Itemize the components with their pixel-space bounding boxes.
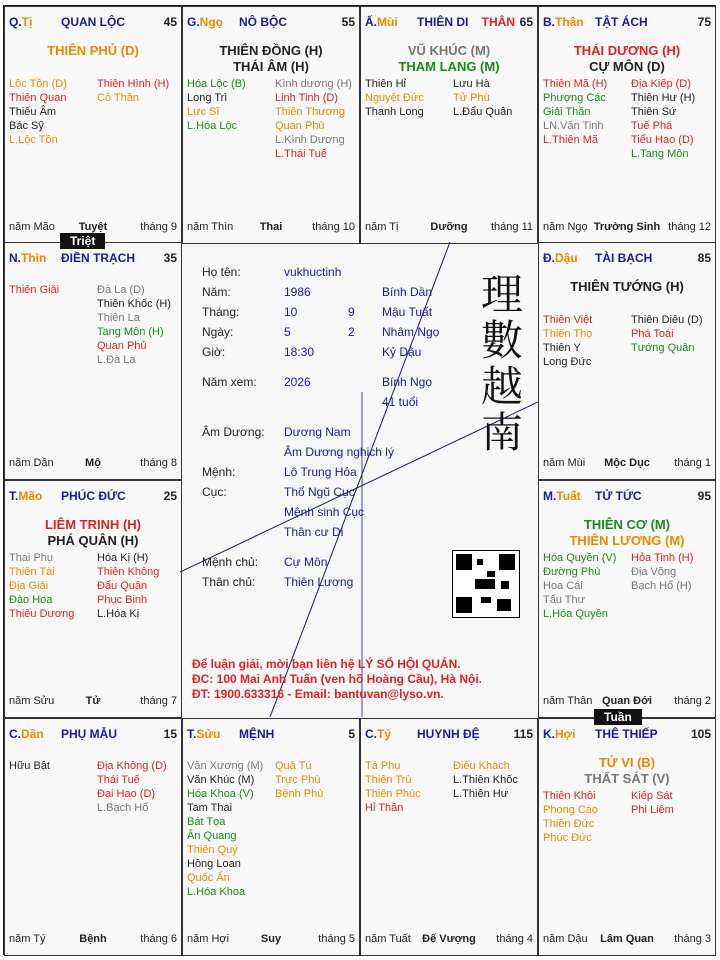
major-stars xyxy=(539,279,715,295)
life-stage: Mộ xyxy=(85,457,101,469)
minor-star: Hỉ Thần xyxy=(365,802,404,814)
major-stars xyxy=(539,517,715,549)
palace-age: 15 xyxy=(163,727,177,741)
palace-header: Ấ.Mùi THIÊN DI THÂN 65 xyxy=(365,15,533,29)
major-star: THIÊN ĐỒNG (H) xyxy=(219,43,323,58)
month-label: tháng 3 xyxy=(674,933,711,945)
palace-cell xyxy=(4,480,182,718)
minor-star: Nguyệt Đức xyxy=(365,92,424,104)
minor-star: Thiên Việt xyxy=(543,314,593,326)
minor-star: Phi Liêm xyxy=(631,804,674,816)
palace-header: M.Tuất TỬ TỨC 95 xyxy=(543,489,711,503)
can-chi: T. xyxy=(187,727,197,741)
minor-star: Văn Xương (M) xyxy=(187,760,264,772)
minor-star: L.Đẩu Quân xyxy=(453,106,513,118)
minor-star: Long Đức xyxy=(543,356,592,368)
palace-name: TỬ TỨC xyxy=(595,489,642,503)
minor-star: Kiếp Sát xyxy=(631,790,673,802)
palace-header: T.Mão PHÚC ĐỨC 25 xyxy=(9,489,177,503)
palace-cell xyxy=(4,6,182,244)
major-stars xyxy=(5,43,181,59)
major-star: THIÊN TƯỚNG (H) xyxy=(570,279,684,294)
contact-info: Để luận giải, mời bạn liên hệ LÝ SỐ HỘI QUÁN. ĐC: 100 Mai Anh Tuấn (ven hồ Hoàng Cầu), Hà Nội. ĐT: 1900.633316 - Email: bantuvan@lyso.vn. xyxy=(192,657,483,701)
minor-star: Địa Võng xyxy=(631,566,677,578)
minor-star: L.Thiên Mã xyxy=(543,134,599,146)
than-marker: THÂN xyxy=(481,15,515,29)
minor-star: Điếu Khách xyxy=(453,760,510,772)
minor-star: Thiên Hư (H) xyxy=(631,92,696,104)
palace-header: N.Thìn ĐIỀN TRẠCH 35 xyxy=(9,251,177,265)
minor-star: Phượng Các xyxy=(543,92,606,104)
minor-star: Văn Khúc (M) xyxy=(187,774,255,786)
minor-star: Hóa Kị (H) xyxy=(97,552,149,564)
minor-star: Tam Thai xyxy=(187,802,233,814)
minor-star: Đào Hoa xyxy=(9,594,53,606)
minor-star: L.Hóa Lộc xyxy=(187,120,238,132)
month-label: tháng 2 xyxy=(674,695,711,707)
minor-star: Cô Thần xyxy=(97,92,139,104)
minor-star: Ân Quang xyxy=(187,830,237,842)
palace-cell xyxy=(182,6,360,244)
life-stage: Trường Sinh xyxy=(593,221,661,233)
minor-star: L.Thiên Khốc xyxy=(453,774,518,786)
palace-name: THIÊN DI xyxy=(417,15,469,29)
minor-star: Thiên Quý xyxy=(187,844,238,856)
palace-name: NÔ BỘC xyxy=(239,15,287,29)
minor-star: Địa Kiếp (D) xyxy=(631,78,691,90)
minor-star: Địa Giải xyxy=(9,580,49,592)
minor-star: L.Thái Tuế xyxy=(275,148,327,160)
minor-star: L.Bạch Hổ xyxy=(97,802,149,814)
life-stage: Bệnh xyxy=(79,933,107,945)
can-chi: B. xyxy=(543,15,555,29)
year-label: năm Hợi xyxy=(187,933,230,945)
month-label: tháng 5 xyxy=(318,933,355,945)
can-chi: N. xyxy=(9,251,21,265)
minor-star: L.Đà La xyxy=(97,354,136,366)
minor-star: Lực Sĩ xyxy=(187,106,220,118)
palace-cell xyxy=(538,718,716,956)
tuan-tag: Tuần xyxy=(594,709,642,725)
minor-star: Thiên Quan xyxy=(9,92,67,104)
minor-star: Thái Tuế xyxy=(97,774,140,786)
month-label: tháng 7 xyxy=(140,695,177,707)
palace-age: 25 xyxy=(163,489,177,503)
year-label: năm Tuất xyxy=(365,933,411,945)
major-stars xyxy=(183,43,359,75)
life-stage: Thai xyxy=(259,221,283,233)
palace-age: 85 xyxy=(697,251,711,265)
major-star: THAM LANG (M) xyxy=(398,59,500,74)
life-stage: Tử xyxy=(85,695,101,707)
minor-star: Địa Không (D) xyxy=(97,760,167,772)
minor-star: Hóa Lộc (B) xyxy=(187,78,246,90)
palace-name: ĐIỀN TRẠCH xyxy=(61,251,135,265)
minor-star: Phá Toái xyxy=(631,328,674,340)
palace-header: Q.Tị QUAN LỘC 45 xyxy=(9,15,177,29)
minor-star: Thiên Không xyxy=(97,566,160,578)
palace-cell xyxy=(182,718,360,956)
major-star: THIÊN PHỦ (D) xyxy=(47,43,139,58)
minor-star: Tử Phù xyxy=(453,92,490,104)
palace-name: MỆNH xyxy=(239,727,275,741)
triet-tag: Triệt xyxy=(60,233,105,249)
minor-star: Thiên Y xyxy=(543,342,581,354)
minor-star: LN.Văn Tinh xyxy=(543,120,604,132)
life-stage: Quan Đới xyxy=(602,695,652,707)
can-chi: Đ. xyxy=(543,251,555,265)
minor-star: Kình dương (H) xyxy=(275,78,352,90)
minor-star: Hỏa Tinh (H) xyxy=(631,552,694,564)
minor-star: Linh Tinh (D) xyxy=(275,92,338,104)
minor-star: Thiên Sứ xyxy=(631,106,677,118)
major-stars xyxy=(361,43,537,75)
minor-star: Hoa Cái xyxy=(543,580,583,592)
qr-code[interactable] xyxy=(452,550,520,618)
minor-star: Đường Phù xyxy=(543,566,601,578)
month-label: tháng 9 xyxy=(140,221,177,233)
palace-cell xyxy=(4,718,182,956)
minor-star: Lộc Tồn (D) xyxy=(9,78,67,90)
palace-header: B.Thân TẬT ÁCH 75 xyxy=(543,15,711,29)
major-star: LIÊM TRINH (H) xyxy=(44,517,142,532)
minor-star: Thiếu Âm xyxy=(9,106,57,118)
palace-age: 5 xyxy=(348,727,355,741)
minor-star: Quốc Ấn xyxy=(187,872,230,884)
life-stage: Suy xyxy=(260,933,282,945)
minor-star: Hồng Loan xyxy=(187,858,241,870)
minor-star: Thiên Khôi xyxy=(543,790,596,802)
center-info-panel xyxy=(180,242,538,717)
minor-star: Hóa Quyền (V) xyxy=(543,552,617,564)
year-label: năm Tý xyxy=(9,933,46,945)
palace-footer xyxy=(543,457,711,471)
palace-age: 105 xyxy=(690,727,711,741)
life-stage: Lâm Quan xyxy=(600,933,654,945)
year-label: năm Ngọ xyxy=(543,221,588,233)
palace-footer xyxy=(365,933,533,947)
minor-star: Hóa Khoa (V) xyxy=(187,788,254,800)
palace-header: T.Sửu MỆNH 5 xyxy=(187,727,355,741)
minor-star: Quan Phù xyxy=(275,120,325,132)
name-value: vukhuctinh xyxy=(284,265,342,279)
palace-header: C.Dần PHỤ MẪU 15 xyxy=(9,727,177,741)
palace-footer xyxy=(543,933,711,947)
minor-star: Giải Thần xyxy=(543,106,591,118)
can-chi: Ấ. xyxy=(365,15,377,29)
can-chi: K. xyxy=(543,727,555,741)
major-stars xyxy=(539,43,715,75)
palace-name: THÊ THIẾP xyxy=(595,727,658,741)
palace-age: 35 xyxy=(163,251,177,265)
palace-cell xyxy=(4,242,182,480)
minor-star: Thiên Hình (H) xyxy=(97,78,170,90)
month-label: tháng 10 xyxy=(312,221,355,233)
major-star: THÁI DƯƠNG (H) xyxy=(573,43,681,58)
minor-star: Thiếu Dương xyxy=(9,608,75,620)
minor-star: Đại Hao (D) xyxy=(97,788,156,800)
minor-star: Thiên Đức xyxy=(543,818,595,830)
year-label: năm Mùi xyxy=(543,457,586,469)
palace-footer xyxy=(187,221,355,235)
major-star: TỬ VI (B) xyxy=(598,755,656,770)
can-chi: T. xyxy=(9,489,19,503)
major-star: PHÁ QUÂN (H) xyxy=(47,533,139,548)
minor-star: Tả Phụ xyxy=(365,760,401,772)
minor-star: Đẩu Quân xyxy=(97,580,148,592)
minor-star: Thiên Thương xyxy=(275,106,346,118)
can-chi: M. xyxy=(543,489,557,503)
minor-star: Đà La (D) xyxy=(97,284,145,296)
year-label: năm Thân xyxy=(543,695,593,707)
minor-star: Lưu Hà xyxy=(453,78,490,90)
month-label: tháng 1 xyxy=(674,457,711,469)
minor-star: Phục Binh xyxy=(97,594,148,606)
month-label: tháng 8 xyxy=(140,457,177,469)
palace-age: 65 xyxy=(519,15,533,29)
palace-cell xyxy=(538,6,716,244)
palace-age: 75 xyxy=(697,15,711,29)
major-stars xyxy=(539,755,715,787)
minor-star: Bạch Hổ (H) xyxy=(631,580,692,592)
month-label: tháng 11 xyxy=(490,221,533,233)
minor-star: L.Hóa Quyền xyxy=(543,608,608,620)
minor-star: Tướng Quân xyxy=(631,342,695,354)
minor-star: Thiên Phúc xyxy=(365,788,421,800)
minor-star: L.Tang Môn xyxy=(631,148,689,160)
palace-name: QUAN LỘC xyxy=(61,15,125,29)
palace-header: Đ.Dậu TÀI BẠCH 85 xyxy=(543,251,711,265)
month-label: tháng 12 xyxy=(668,221,711,233)
minor-star: Thiên Khốc (H) xyxy=(97,298,171,310)
major-star: CỰ MÔN (D) xyxy=(589,59,665,74)
minor-star: Thanh Long xyxy=(365,106,424,118)
major-star: THIÊN CƠ (M) xyxy=(583,517,671,532)
minor-star: L.Kình Dương xyxy=(275,134,345,146)
major-stars xyxy=(5,517,181,549)
palace-name: PHỤ MẪU xyxy=(61,727,117,741)
year-label: năm Tị xyxy=(365,221,399,233)
palace-footer xyxy=(365,221,533,235)
life-stage: Mộc Dục xyxy=(604,457,650,469)
minor-star: Bát Tọa xyxy=(187,816,226,828)
minor-star: Tuế Phá xyxy=(631,120,673,132)
palace-age: 45 xyxy=(163,15,177,29)
palace-age: 115 xyxy=(513,727,533,741)
can-chi: G. xyxy=(187,15,200,29)
minor-star: Tấu Thư xyxy=(543,594,586,606)
palace-footer xyxy=(9,695,177,709)
minor-star: Bác Sỹ xyxy=(9,120,44,132)
palace-footer xyxy=(9,933,177,947)
minor-star: L.Thiên Hư xyxy=(453,788,509,800)
palace-footer xyxy=(543,695,711,709)
calligraphy-seal: 理數越南 xyxy=(475,272,524,456)
year-label: năm Sửu xyxy=(9,695,55,707)
palace-name: PHÚC ĐỨC xyxy=(61,489,126,503)
life-stage: Dưỡng xyxy=(430,221,468,233)
minor-star: Phúc Đức xyxy=(543,832,592,844)
palace-age: 55 xyxy=(341,15,355,29)
birth-info: Họ tên: vukhuctinh Năm: 1986 Bính Dần Tháng: 10 9 Mậu Tuất Ngày: 5 2 Nhâm Ngọ Giờ: 18:30 Kỷ Dậu Năm xem: 2026 Bính Ngọ 41 tuổi Âm Dương: Dương Nam Âm Dương nghịch lý Mệnh: Lô Trung Hỏa Cục: Thổ Ngũ Cục Mệnh sinh Cục Thân cư Di Mệnh chủ: Cự Môn Thân chủ: Thiên Lương xyxy=(202,262,542,592)
minor-star: Thai Phụ xyxy=(9,552,54,564)
palace-header: C.Tý HUYNH ĐỆ 115 xyxy=(365,727,533,741)
minor-star: Tang Môn (H) xyxy=(97,326,164,338)
palace-name: TÀI BẠCH xyxy=(595,251,653,265)
minor-star: Phong Cáo xyxy=(543,804,599,816)
minor-star: Quan Phủ xyxy=(97,340,147,352)
minor-star: Quả Tú xyxy=(275,760,312,772)
year-label: năm Mão xyxy=(9,221,55,233)
palace-footer xyxy=(9,457,177,471)
palace-cell xyxy=(538,242,716,480)
year-label: năm Thìn xyxy=(187,221,234,233)
palace-footer xyxy=(543,221,711,235)
palace-footer xyxy=(187,933,355,947)
minor-star: Tiểu Hao (D) xyxy=(631,134,694,146)
minor-star: Bệnh Phù xyxy=(275,788,324,800)
minor-star: Hữu Bật xyxy=(9,760,50,772)
palace-cell xyxy=(538,480,716,718)
minor-star: Thiên Hỉ xyxy=(365,78,406,90)
minor-star: Trực Phù xyxy=(275,774,321,786)
life-stage: Đế Vượng xyxy=(422,933,476,945)
can-chi: Q. xyxy=(9,15,22,29)
minor-star: Long Trì xyxy=(187,92,228,104)
minor-star: Thiên Trù xyxy=(365,774,412,786)
minor-star: L.Hóa Khoa xyxy=(187,886,246,898)
palace-cell xyxy=(360,6,538,244)
month-label: tháng 4 xyxy=(496,933,533,945)
major-star: THẤT SÁT (V) xyxy=(584,771,670,786)
can-chi: C. xyxy=(365,727,377,741)
year-label: năm Dậu xyxy=(543,933,588,945)
palace-age: 95 xyxy=(697,489,711,503)
major-star: VŨ KHÚC (M) xyxy=(407,43,491,58)
life-stage: Tuyệt xyxy=(78,221,108,233)
palace-header: G.Ngọ NÔ BỘC 55 xyxy=(187,15,355,29)
minor-star: Thiên Thọ xyxy=(543,328,593,340)
year-label: năm Dần xyxy=(9,457,54,469)
minor-star: L.Hóa Kị xyxy=(97,608,140,620)
can-chi: C. xyxy=(9,727,21,741)
palace-name: TẬT ÁCH xyxy=(595,15,648,29)
major-star: THIÊN LƯƠNG (M) xyxy=(569,533,685,548)
minor-star: L.Lộc Tồn xyxy=(9,134,58,146)
minor-star: Thiên Tài xyxy=(9,566,55,578)
minor-star: Thiên Giải xyxy=(9,284,60,296)
month-label: tháng 6 xyxy=(140,933,177,945)
minor-star: Thiên La xyxy=(97,312,140,324)
minor-star: Thiên Mã (H) xyxy=(543,78,608,90)
minor-star: Thiên Diêu (D) xyxy=(631,314,703,326)
palace-header: K.Hợi THÊ THIẾP 105 xyxy=(543,727,711,741)
major-star: THÁI ÂM (H) xyxy=(233,59,309,74)
palace-name: HUYNH ĐỆ xyxy=(417,727,480,741)
palace-cell xyxy=(360,718,538,956)
